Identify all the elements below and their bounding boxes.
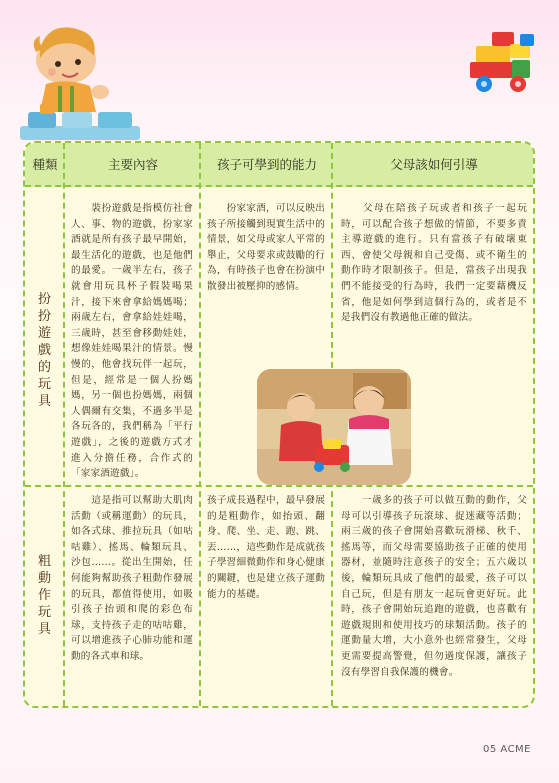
row-divider [25, 485, 533, 487]
learn-gross-motor: 孩子成長過程中，最早發展的是粗動作，如抬頭、翻身、爬、坐、走、跑、跳、丟……，這些動作是成就孩子學習細微動作和身心健康的關鍵，也是建立孩子運動能力的基礎。 [207, 495, 325, 600]
header-learn: 孩子可學到的能力 [216, 157, 317, 172]
column-divider [199, 143, 201, 706]
category-gross-motor: 粗 動 作 玩 具 [37, 554, 52, 637]
header-category: 種類 [32, 157, 58, 172]
guide-gross-motor: 一歲多的孩子可以做互動的動作，父母可以引導孩子玩滾球、捉迷藏等活動；兩三歲的孩子會開始喜歡玩滑梯、秋千、搖馬等，而父母需要協助孩子正確的使用器材，並隨時注意孩子的安全；五六歲以後，輪類玩具成了他們的最愛，孩子可以自己玩，但是有朋友一起玩會更好玩。此時，孩子會開始玩追跑的遊戲，也喜歡有遊戲規則和使用技巧的球類活動。孩子的運動量大增，大小意外也經常發生，父母更需要提高警覺，但勿過度保護，讓孩子沒有學習自我保護的機會。 [341, 495, 527, 678]
children-playing-photo [257, 369, 411, 485]
toy-guide-table [23, 141, 535, 708]
guide-pretend-play: 父母在陪孩子玩或者和孩子一起玩時，可以配合孩子想做的情節，不要多責主導遊戲的進行。只有當孩子有破壞東西、會使父母親和自己受傷、或不衛生的動作時才限制孩子。但是，當孩子出現我們不能接受的行為時，我們一定要藉機反省，他是如何學到這個行為的，或者是不是我們沒有教過他正確的做法。 [341, 203, 527, 324]
child-figure [34, 27, 109, 112]
photo-illustration [257, 369, 411, 485]
category-pretend-play: 扮 扮 遊 戲 的 玩 具 [37, 292, 52, 409]
page-number: 05 ACME [483, 744, 531, 755]
content-gross-motor: 這是指可以幫助大肌肉活動（或稱運動）的玩具，如各式球、推拉玩具（如咕咕雞）、搖馬、輪類玩具、沙包……。從出生開始，任何能夠幫助孩子粗動作發展的玩具，都值得使用，如吸引孩子抬頭和爬的彩色布球，支持孩子走的咕咕雞，可以增進孩子心肺功能和運動的各式車和球。 [71, 495, 193, 662]
learn-pretend-play: 扮家家酒，可以反映出孩子所接觸到現實生活中的情景，如父母或家人平常的舉止，父母要求或鼓勵的行為，有時孩子也會在扮演中散發出被壓抑的感情。 [207, 203, 325, 292]
table-header [25, 143, 533, 187]
toy-blocks-car [470, 32, 534, 92]
content-pretend-play: 裝扮遊戲是指模仿社會人、事、物的遊戲，扮家家酒就是所有孩子最早開始，最生活化的遊戲，也是他們的最愛。一歲半左右，孩子就會用玩具杯子假裝喝果汁，接下來會拿給媽媽喝；兩歲左右，會拿給娃娃喝，三歲時，甚至會移動娃娃，想像娃娃喝果汁的情景。慢慢的，他會找玩伴一起玩，但是，經常是一個人扮媽媽，另一個也扮媽媽，兩個人偶爾有交集，不過多半是各玩各的，我們稱為「平行遊戲」，之後的遊戲方式才進入分擔任務，合作式的「家家酒遊戲」。 [71, 203, 193, 480]
header-content: 主要內容 [107, 157, 158, 172]
header-guide: 父母該如何引導 [390, 157, 478, 172]
header-illustration [0, 0, 559, 150]
